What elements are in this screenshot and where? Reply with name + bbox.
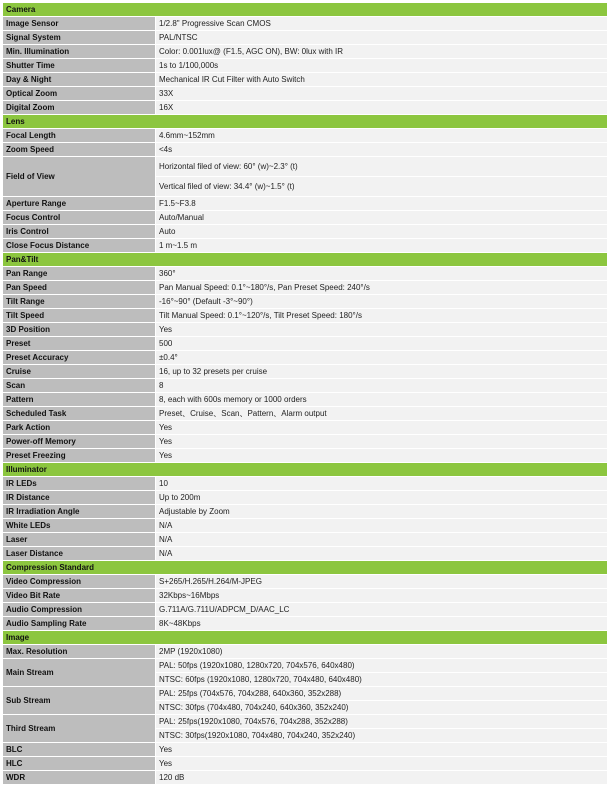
spec-label: Field of View (3, 157, 155, 196)
spec-value: Up to 200m (156, 491, 607, 504)
spec-values (156, 267, 607, 280)
spec-value: Yes (156, 421, 607, 434)
spec-value: NTSC: 60fps (1920x1080, 1280x720, 704x480, 640x480) (156, 673, 607, 686)
spec-values (156, 659, 607, 686)
spec-row-day-night (3, 73, 607, 86)
spec-value: 10 (156, 477, 607, 490)
spec-values (156, 435, 607, 448)
spec-label: Optical Zoom (3, 87, 155, 100)
spec-row-pan-range (3, 267, 607, 280)
spec-label: IR Irradiation Angle (3, 505, 155, 518)
spec-label: Main Stream (3, 659, 155, 686)
spec-label: IR LEDs (3, 477, 155, 490)
spec-label: HLC (3, 757, 155, 770)
spec-value: <4s (156, 143, 607, 156)
spec-value: Pan Manual Speed: 0.1°~180°/s, Pan Preset Speed: 240°/s (156, 281, 607, 294)
spec-value: 1s to 1/100,000s (156, 59, 607, 72)
spec-label: Pan Range (3, 267, 155, 280)
spec-row-preset-freezing (3, 449, 607, 462)
spec-row-min-illumination (3, 45, 607, 58)
spec-row-scan (3, 379, 607, 392)
spec-row-signal-system (3, 31, 607, 44)
spec-values (156, 129, 607, 142)
spec-value: S+265/H.265/H.264/M-JPEG (156, 575, 607, 588)
spec-value: 8 (156, 379, 607, 392)
spec-row-focal-length (3, 129, 607, 142)
spec-label: Image Sensor (3, 17, 155, 30)
spec-value: 2MP (1920x1080) (156, 645, 607, 658)
spec-values (156, 337, 607, 350)
spec-values (156, 225, 607, 238)
spec-row-main-stream (3, 659, 607, 686)
spec-value: Yes (156, 449, 607, 462)
spec-label: Tilt Speed (3, 309, 155, 322)
spec-row-cruise (3, 365, 607, 378)
spec-label: Shutter Time (3, 59, 155, 72)
spec-values (156, 407, 607, 420)
spec-values (156, 393, 607, 406)
spec-row-sub-stream (3, 687, 607, 714)
spec-label: Preset Accuracy (3, 351, 155, 364)
spec-row-wdr (3, 771, 607, 784)
spec-values (156, 379, 607, 392)
spec-row-3d-position (3, 323, 607, 336)
spec-value: Preset、Cruise、Scan、Pattern、Alarm output (156, 407, 607, 420)
spec-row-park-action (3, 421, 607, 434)
spec-value: N/A (156, 533, 607, 546)
spec-value: 8K~48Kbps (156, 617, 607, 630)
spec-value: Yes (156, 435, 607, 448)
spec-label: Laser (3, 533, 155, 546)
spec-table (3, 3, 607, 785)
section-header-pan-tilt: Pan&Tilt (3, 253, 607, 266)
spec-values (156, 533, 607, 546)
spec-row-blc (3, 743, 607, 756)
spec-row-focus-control (3, 211, 607, 224)
spec-label: Video Bit Rate (3, 589, 155, 602)
spec-label: WDR (3, 771, 155, 784)
spec-value: 16X (156, 101, 607, 114)
spec-row-preset (3, 337, 607, 350)
spec-label: Scan (3, 379, 155, 392)
spec-label: Pan Speed (3, 281, 155, 294)
spec-value: Auto/Manual (156, 211, 607, 224)
spec-values (156, 281, 607, 294)
spec-value: Horizontal filed of view: 60° (w)~2.3° (t) (156, 157, 607, 176)
spec-label: Cruise (3, 365, 155, 378)
spec-value: Yes (156, 743, 607, 756)
spec-value: Vertical filed of view: 34.4° (w)~1.5° (t) (156, 177, 607, 196)
spec-values (156, 645, 607, 658)
spec-row-zoom-speed (3, 143, 607, 156)
spec-label: Focal Length (3, 129, 155, 142)
spec-values (156, 603, 607, 616)
spec-label: Sub Stream (3, 687, 155, 714)
spec-values (156, 239, 607, 252)
spec-values (156, 87, 607, 100)
spec-row-laser-distance (3, 547, 607, 560)
spec-label: Power-off Memory (3, 435, 155, 448)
spec-row-tilt-range (3, 295, 607, 308)
spec-row-tilt-speed (3, 309, 607, 322)
spec-label: Focus Control (3, 211, 155, 224)
spec-row-image-sensor (3, 17, 607, 30)
spec-value: F1.5~F3.8 (156, 197, 607, 210)
spec-label: IR Distance (3, 491, 155, 504)
spec-value: PAL: 25fps(1920x1080, 704x576, 704x288, 352x288) (156, 715, 607, 728)
spec-values (156, 617, 607, 630)
spec-label: Third Stream (3, 715, 155, 742)
spec-value: 4.6mm~152mm (156, 129, 607, 142)
spec-value: 16, up to 32 presets per cruise (156, 365, 607, 378)
spec-value: Mechanical IR Cut Filter with Auto Switch (156, 73, 607, 86)
spec-value: 1 m~1.5 m (156, 239, 607, 252)
spec-values (156, 73, 607, 86)
spec-value: 360° (156, 267, 607, 280)
spec-label: Audio Sampling Rate (3, 617, 155, 630)
spec-row-third-stream (3, 715, 607, 742)
spec-value: 500 (156, 337, 607, 350)
spec-row-digital-zoom (3, 101, 607, 114)
section-header-compression-standard: Compression Standard (3, 561, 607, 574)
spec-value: Color: 0.001lux@ (F1.5, AGC ON), BW: 0lux with IR (156, 45, 607, 58)
spec-value: 8, each with 600s memory or 1000 orders (156, 393, 607, 406)
spec-value: Tilt Manual Speed: 0.1°~120°/s, Tilt Preset Speed: 180°/s (156, 309, 607, 322)
spec-row-ir-irradiation-angle (3, 505, 607, 518)
spec-values (156, 575, 607, 588)
spec-value: PAL: 50fps (1920x1080, 1280x720, 704x576, 640x480) (156, 659, 607, 672)
spec-label: Preset Freezing (3, 449, 155, 462)
spec-value: ±0.4° (156, 351, 607, 364)
spec-values (156, 715, 607, 742)
spec-label: 3D Position (3, 323, 155, 336)
spec-row-scheduled-task (3, 407, 607, 420)
spec-values (156, 421, 607, 434)
spec-label: BLC (3, 743, 155, 756)
spec-value: 120 dB (156, 771, 607, 784)
spec-values (156, 351, 607, 364)
spec-value: PAL/NTSC (156, 31, 607, 44)
spec-value: -16°~90° (Default -3°~90°) (156, 295, 607, 308)
spec-row-laser (3, 533, 607, 546)
spec-value: NTSC: 30fps (704x480, 704x240, 640x360, 352x240) (156, 701, 607, 714)
spec-value: Yes (156, 757, 607, 770)
spec-values (156, 17, 607, 30)
spec-values (156, 743, 607, 756)
spec-values (156, 143, 607, 156)
spec-values (156, 157, 607, 196)
spec-values (156, 59, 607, 72)
spec-row-max-resolution (3, 645, 607, 658)
spec-values (156, 547, 607, 560)
spec-label: Audio Compression (3, 603, 155, 616)
spec-row-hlc (3, 757, 607, 770)
spec-label: Pattern (3, 393, 155, 406)
spec-label: Day & Night (3, 73, 155, 86)
spec-value: 1/2.8" Progressive Scan CMOS (156, 17, 607, 30)
spec-row-close-focus-distance (3, 239, 607, 252)
spec-values (156, 197, 607, 210)
spec-row-preset-accuracy (3, 351, 607, 364)
spec-row-video-compression (3, 575, 607, 588)
spec-value: PAL: 25fps (704x576, 704x288, 640x360, 352x288) (156, 687, 607, 700)
spec-value: 32Kbps~16Mbps (156, 589, 607, 602)
spec-label: Digital Zoom (3, 101, 155, 114)
spec-label: Preset (3, 337, 155, 350)
spec-label: Signal System (3, 31, 155, 44)
spec-label: Min. Illumination (3, 45, 155, 58)
spec-row-pattern (3, 393, 607, 406)
spec-values (156, 365, 607, 378)
spec-values (156, 449, 607, 462)
spec-values (156, 477, 607, 490)
spec-value: G.711A/G.711U/ADPCM_D/AAC_LC (156, 603, 607, 616)
spec-value: Adjustable by Zoom (156, 505, 607, 518)
spec-value: 33X (156, 87, 607, 100)
spec-value: N/A (156, 547, 607, 560)
spec-row-shutter-time (3, 59, 607, 72)
spec-value: Auto (156, 225, 607, 238)
spec-label: White LEDs (3, 519, 155, 532)
spec-values (156, 505, 607, 518)
spec-values (156, 491, 607, 504)
spec-values (156, 31, 607, 44)
spec-label: Close Focus Distance (3, 239, 155, 252)
spec-label: Zoom Speed (3, 143, 155, 156)
section-header-lens: Lens (3, 115, 607, 128)
spec-row-audio-sampling-rate (3, 617, 607, 630)
spec-row-optical-zoom (3, 87, 607, 100)
spec-row-video-bit-rate (3, 589, 607, 602)
spec-value: Yes (156, 323, 607, 336)
spec-label: Laser Distance (3, 547, 155, 560)
spec-row-white-leds (3, 519, 607, 532)
spec-row-iris-control (3, 225, 607, 238)
spec-row-ir-distance (3, 491, 607, 504)
spec-row-pan-speed (3, 281, 607, 294)
spec-values (156, 309, 607, 322)
spec-values (156, 323, 607, 336)
spec-values (156, 295, 607, 308)
spec-row-audio-compression (3, 603, 607, 616)
spec-row-aperture-range (3, 197, 607, 210)
spec-values (156, 771, 607, 784)
spec-values (156, 519, 607, 532)
spec-values (156, 687, 607, 714)
spec-values (156, 589, 607, 602)
spec-label: Scheduled Task (3, 407, 155, 420)
spec-row-ir-leds (3, 477, 607, 490)
spec-label: Tilt Range (3, 295, 155, 308)
spec-value: N/A (156, 519, 607, 532)
spec-label: Iris Control (3, 225, 155, 238)
spec-values (156, 101, 607, 114)
spec-label: Park Action (3, 421, 155, 434)
spec-row-field-of-view (3, 157, 607, 196)
spec-row-power-off-memory (3, 435, 607, 448)
spec-values (156, 211, 607, 224)
section-header-camera: Camera (3, 3, 607, 16)
spec-label: Video Compression (3, 575, 155, 588)
section-header-image: Image (3, 631, 607, 644)
spec-label: Max. Resolution (3, 645, 155, 658)
spec-label: Aperture Range (3, 197, 155, 210)
spec-value: NTSC: 30fps(1920x1080, 704x480, 704x240, 352x240) (156, 729, 607, 742)
spec-values (156, 757, 607, 770)
spec-values (156, 45, 607, 58)
section-header-illuminator: Illuminator (3, 463, 607, 476)
